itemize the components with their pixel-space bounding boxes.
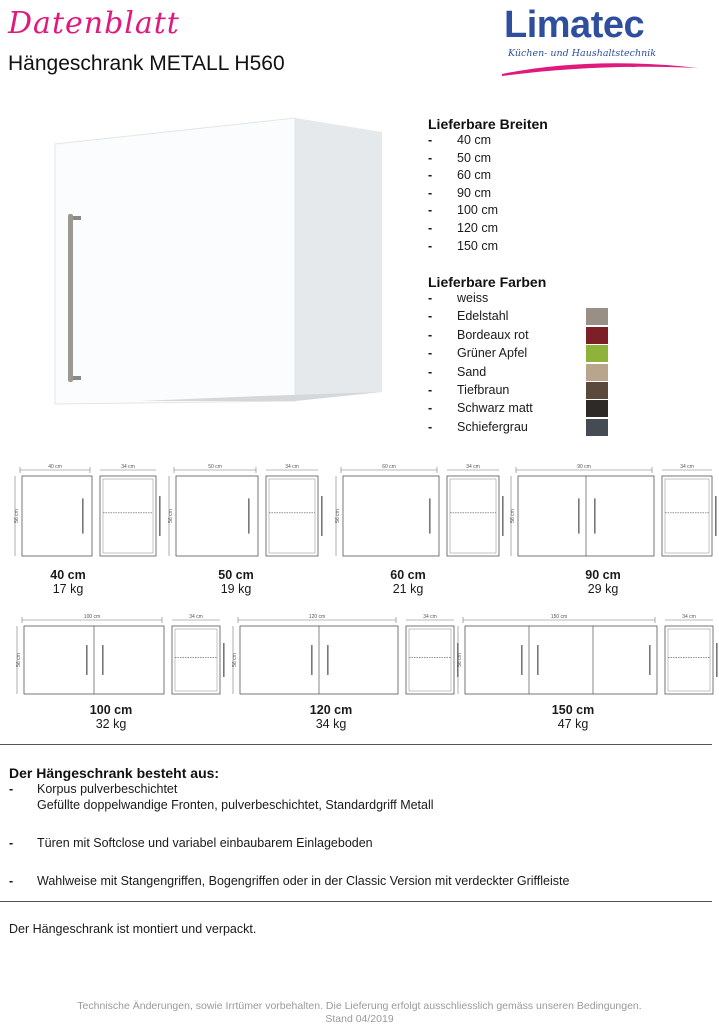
depth-label: 34 cm: [423, 614, 437, 620]
dimension-drawing: [455, 612, 719, 704]
height-label: 56 cm: [14, 509, 20, 523]
handle: [82, 498, 84, 533]
logo-wordmark: Limatec: [504, 4, 645, 46]
front-width-label: 90 cm: [577, 464, 591, 470]
side-view: [406, 626, 454, 694]
depth-label: 34 cm: [121, 464, 135, 470]
front-view: [22, 476, 92, 556]
cabinet-width: 60 cm: [390, 568, 426, 582]
color-swatch: [586, 345, 608, 362]
side-view: [447, 476, 499, 556]
depth-label: 34 cm: [285, 464, 299, 470]
color-swatch: [586, 308, 608, 325]
cabinet-width: 100 cm: [89, 703, 133, 717]
front-view: [343, 476, 439, 556]
dimension-drawing: [333, 462, 511, 566]
footer-disclaimer: Technische Änderungen, sowie Irrtümer vorbehalten. Die Lieferung erfolgt ausschliesslich gemäss unseren Bedingungen.: [77, 1000, 642, 1012]
script-title: Datenblatt: [8, 6, 180, 41]
dimension-drawing: [12, 462, 168, 566]
colors-heading: Lieferbare Farben: [428, 274, 547, 290]
height-label: 56 cm: [510, 509, 516, 523]
page-title: Hängeschrank METALL H560: [8, 52, 285, 75]
dimension-drawing: [230, 612, 466, 704]
composition-heading: Der Hängeschrank besteht aus:: [9, 765, 220, 781]
handle: [537, 645, 539, 675]
depth-label: 34 cm: [682, 614, 696, 620]
drawing-caption: [271, 703, 391, 731]
cabinet-width: 40 cm: [50, 568, 86, 582]
front-view: [465, 626, 657, 694]
front-width-label: 50 cm: [208, 464, 222, 470]
handle: [429, 498, 431, 533]
cabinet-weight: 32 kg: [95, 717, 127, 731]
drawing-caption: [8, 568, 128, 596]
dimension-drawing: [14, 612, 232, 704]
front-width-label: 60 cm: [382, 464, 396, 470]
handle: [649, 645, 651, 675]
color-swatch: [586, 364, 608, 381]
cabinet-weight: 21 kg: [392, 582, 424, 596]
height-label: 56 cm: [16, 653, 22, 667]
drawing-caption: [513, 703, 633, 731]
side-view: [665, 626, 713, 694]
handle: [86, 645, 88, 675]
height-label: 56 cm: [232, 653, 238, 667]
logo-tagline: Küchen- und Haushaltstechnik: [508, 48, 657, 59]
handle: [248, 498, 250, 533]
front-width-label: 120 cm: [308, 614, 326, 620]
divider: [0, 744, 712, 745]
height-label: 56 cm: [168, 509, 174, 523]
side-view: [172, 626, 220, 694]
assembly-note: Der Hängeschrank ist montiert und verpackt.: [9, 922, 257, 936]
cabinet-weight: 29 kg: [587, 582, 619, 596]
depth-label: 34 cm: [466, 464, 480, 470]
side-view: [266, 476, 318, 556]
handle: [594, 498, 596, 533]
cabinet-weight: 47 kg: [557, 717, 589, 731]
front-view: [176, 476, 258, 556]
front-width-label: 150 cm: [550, 614, 568, 620]
front-width-label: 100 cm: [83, 614, 101, 620]
drawing-caption: [176, 568, 296, 596]
limatec-logo: [500, 4, 700, 78]
drawing-caption: [51, 703, 171, 731]
cabinet-width: 150 cm: [551, 703, 595, 717]
side-view: [662, 476, 712, 556]
depth-label: 34 cm: [680, 464, 694, 470]
cabinet-width: 50 cm: [218, 568, 254, 582]
depth-label: 34 cm: [189, 614, 203, 620]
handle: [102, 645, 104, 675]
dimension-drawing: [166, 462, 330, 566]
cabinet-photo: [10, 96, 415, 431]
cabinet-weight: 19 kg: [220, 582, 252, 596]
side-view: [100, 476, 156, 556]
height-label: 56 cm: [335, 509, 341, 523]
handle: [311, 645, 313, 675]
handle: [521, 645, 523, 675]
handle: [578, 498, 580, 533]
divider: [0, 901, 712, 902]
color-swatch: [586, 400, 608, 417]
color-swatch: [586, 327, 608, 344]
color-swatch: [586, 419, 608, 436]
height-label: 56 cm: [457, 653, 463, 667]
dimension-drawing: [508, 462, 719, 566]
drawing-caption: [348, 568, 468, 596]
widths-heading: Lieferbare Breiten: [428, 116, 548, 132]
drawing-caption: [543, 568, 663, 596]
cabinet-width: 90 cm: [585, 568, 621, 582]
cabinet-weight: 34 kg: [315, 717, 347, 731]
color-swatch: [586, 382, 608, 399]
front-width-label: 40 cm: [48, 464, 62, 470]
cabinet-width: 120 cm: [309, 703, 353, 717]
cabinet-weight: 17 kg: [52, 582, 84, 596]
footer-stand: Stand 04/2019: [325, 1013, 394, 1025]
handle: [327, 645, 329, 675]
